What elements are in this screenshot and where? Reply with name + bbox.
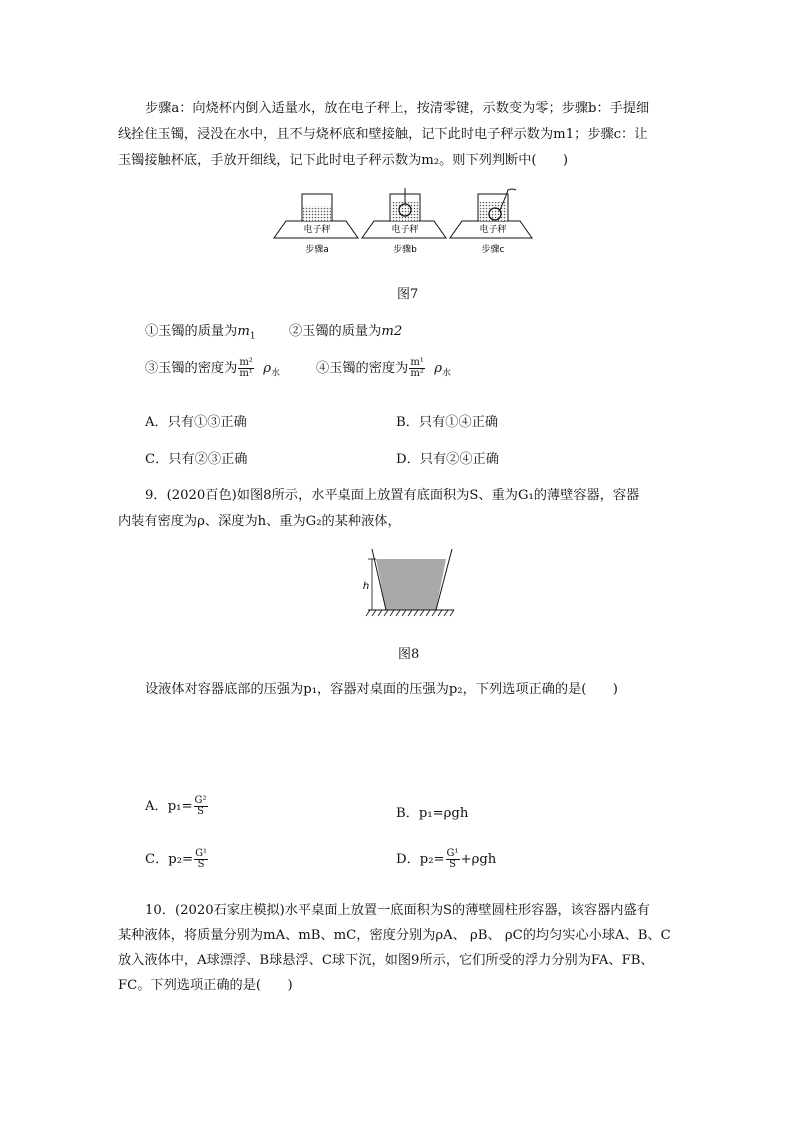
q9-option-c[interactable]: C．p₂= $\frac{\text{G¹}}{S}$ (145, 848, 208, 870)
q8-stem-line3: 玉镯接触杯底，手放开细线，记下此时电子秤示数为m₂。则下列判断中( ) (118, 153, 569, 168)
step-label-c: 步骤c (481, 245, 505, 255)
scale-label-c: 电子秤 (479, 225, 507, 235)
q8-option-a[interactable]: A．只有①③正确 (145, 415, 247, 430)
figure-8-caption: 图8 (398, 647, 420, 662)
q10-line3: 放入液体中，A球漂浮、B球悬浮、C球下沉，如图9所示，它们所受的浮力分别为FA、FB、 (118, 953, 654, 968)
q8-option-d[interactable]: D．只有②④正确 (396, 452, 499, 467)
scale-label-b: 电子秤 (391, 225, 419, 235)
q9-question: 设液体对容器底部的压强为p₁，容器对桌面的压强为p₂，下列选项正确的是( ) (145, 682, 618, 697)
scale-a (274, 194, 358, 255)
scale-label-a: 电子秤 (303, 225, 331, 235)
statement-2: ②玉镯的质量为m2 (289, 324, 403, 339)
q9-option-d[interactable]: D．p₂= $\frac{\text{G¹}}{S}$ +ρgh (396, 848, 497, 870)
q9-line1: 9．(2020百色)如图8所示，水平桌面上放置有底面积为S、重为G₁的薄壁容器，容器 (145, 488, 640, 503)
q10-line2: 某种液体，将质量分别为mA、mB、mC，密度分别为ρA、 ρB、 ρC的均匀实心小球A、B、C (118, 928, 671, 943)
scale-b (362, 188, 446, 255)
step-label-a: 步骤a (305, 245, 329, 255)
statement-4: ④玉镯的密度为 $\frac{\text{m¹}}{\text{m²}}$ $\rho_水$ (316, 357, 451, 379)
q10-line4: FC。下列选项正确的是( ) (118, 978, 293, 993)
figure-7-caption: 图7 (397, 287, 419, 302)
figure-7-diagram (272, 186, 534, 258)
q8-stem-line2: 线拴住玉镯，浸没在水中，且不与烧杯底和壁接触，记下此时电子秤示数为m1；步骤c：让 (118, 127, 648, 142)
q8-option-b[interactable]: B．只有①④正确 (396, 415, 499, 430)
figure-8-h-label: h (362, 581, 370, 592)
q10-line1: 10．(2020石家庄模拟)水平桌面上放置一底面积为S的薄壁圆柱形容器，该容器内盛有 (145, 903, 650, 918)
q9-option-a[interactable]: A．p₁= $\frac{\text{G²}}{S}$ (145, 795, 207, 817)
scale-c (450, 189, 532, 255)
q9-line2: 内装有密度为ρ、深度为h、重为G₂的某种液体， (118, 514, 401, 529)
statement-1: ①玉镯的质量为$m_1$ (145, 324, 256, 342)
statement-3: ③玉镯的密度为 $\frac{\text{m²}}{\text{m¹}}$ $\rho_水$ (145, 357, 280, 379)
q8-stem-line1: 步骤a：向烧杯内倒入适量水，放在电子秤上，按清零键，示数变为零；步骤b：手提细 (145, 101, 650, 116)
q8-option-c[interactable]: C．只有②③正确 (145, 452, 248, 467)
figure-8-diagram (360, 547, 460, 621)
q9-option-b[interactable]: B．p₁=ρgh (396, 806, 469, 821)
step-label-b: 步骤b (393, 245, 417, 255)
